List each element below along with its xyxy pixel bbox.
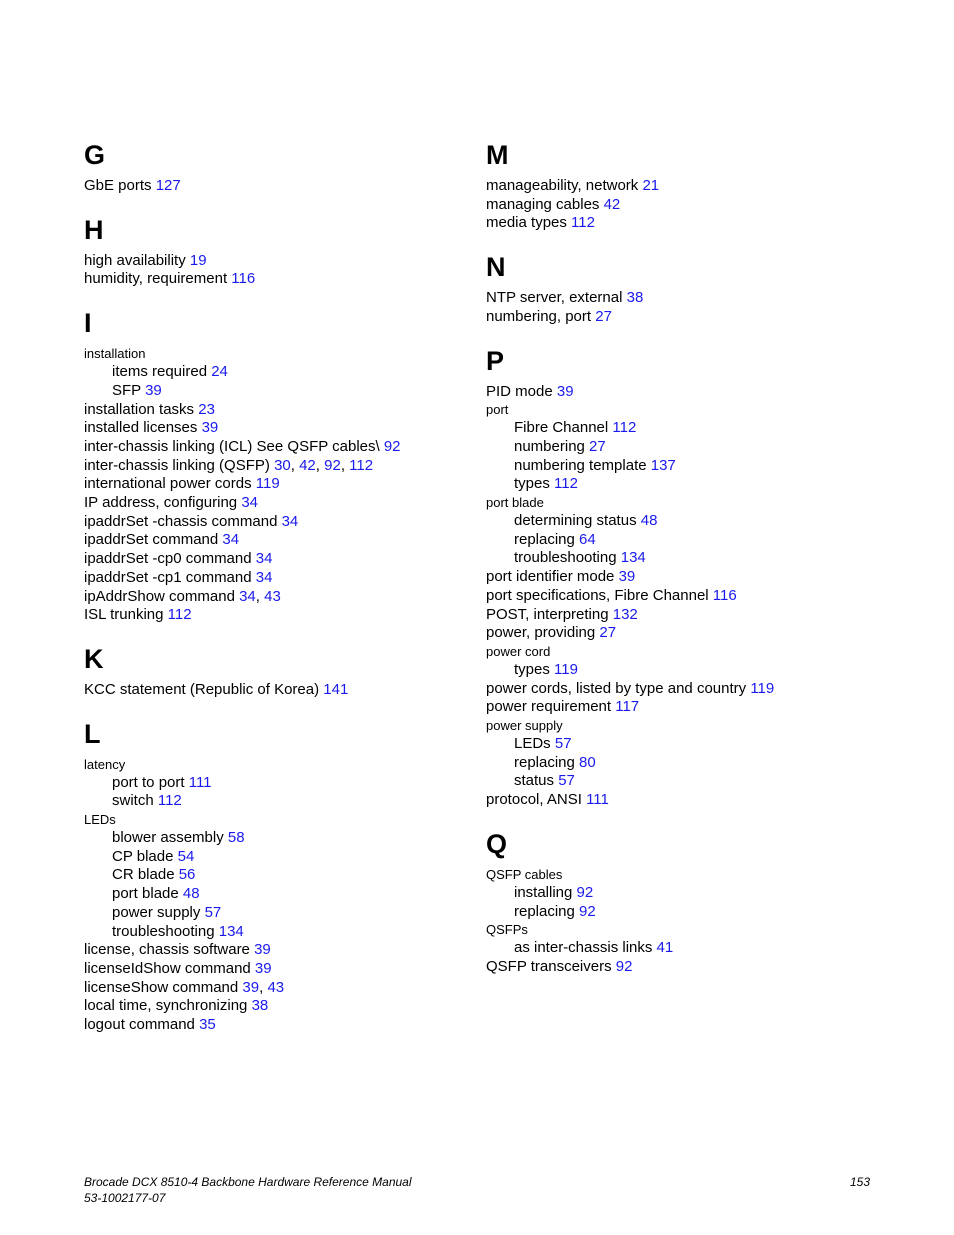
index-subentry	[84, 885, 464, 904]
page-link[interactable]: 41	[656, 939, 674, 957]
page-link[interactable]: 112	[554, 475, 578, 493]
entry-text: replacing	[514, 902, 580, 920]
index-subentry	[84, 923, 464, 942]
entry-text: POST, interpreting	[486, 605, 613, 623]
entry-text: PID mode	[486, 382, 557, 400]
entry-text: humidity, requirement	[84, 270, 232, 288]
page-link[interactable]: 57	[558, 772, 575, 790]
page-link[interactable]: 57	[204, 903, 222, 921]
section-letter: I	[84, 308, 92, 339]
footer-doc-number: 53-1002177-07	[84, 1190, 166, 1205]
entry-text: international power cords	[84, 475, 256, 493]
page-link[interactable]: 58	[227, 829, 245, 847]
entry-text: protocol, ANSI	[486, 791, 587, 809]
page-separator: ,	[259, 978, 268, 996]
footer-manual-title: Brocade DCX 8510-4 Backbone Hardware Reference Manual	[84, 1175, 412, 1189]
index-subentry	[486, 512, 866, 531]
index-entry	[84, 270, 464, 289]
entry-text: port blade	[486, 495, 544, 511]
page-link[interactable]: 117	[615, 698, 640, 716]
index-subentry	[486, 475, 866, 494]
index-entry	[486, 791, 866, 810]
page-separator: ,	[290, 456, 300, 474]
index-entry	[84, 550, 464, 569]
index-entry	[84, 401, 464, 420]
index-entry	[486, 587, 866, 606]
section-gap	[84, 289, 464, 306]
index-section-p	[486, 344, 866, 827]
entry-text: IP address, configuring	[84, 494, 242, 512]
index-entry	[486, 568, 866, 587]
index-heading	[486, 921, 866, 939]
entry-text: ipAddrShow command	[84, 587, 240, 605]
index-section-i	[84, 306, 464, 642]
index-entry	[84, 588, 464, 607]
index-subentry	[486, 735, 866, 754]
index-heading	[84, 756, 464, 774]
index-section-k	[84, 642, 464, 717]
index-entry	[486, 606, 866, 625]
entry-text: types	[514, 475, 555, 493]
page-link[interactable]: 92	[383, 437, 401, 455]
index-heading	[486, 494, 866, 512]
index-entry	[84, 960, 464, 979]
index-section-n	[486, 250, 866, 343]
index-heading	[486, 643, 866, 661]
page-link[interactable]: 56	[178, 866, 196, 884]
entry-text: SFP	[112, 381, 146, 399]
page-link[interactable]: 92	[324, 456, 341, 474]
section-letter: G	[84, 140, 106, 170]
page-link[interactable]: 137	[650, 456, 676, 474]
page-link[interactable]: 21	[642, 177, 660, 194]
entry-text: QSFP cables	[486, 866, 563, 882]
page-link[interactable]: 111	[586, 791, 609, 809]
entry-text: troubleshooting	[514, 549, 621, 567]
page-link[interactable]: 23	[198, 400, 215, 418]
entry-text: numbering	[514, 437, 590, 455]
entry-text: CR blade	[112, 866, 179, 884]
index-section-g	[84, 138, 464, 213]
section-gap	[486, 977, 866, 994]
page-link[interactable]: 112	[571, 214, 595, 232]
section-letter: P	[486, 345, 505, 376]
entry-text: installed licenses	[84, 419, 202, 437]
page-footer	[84, 1175, 870, 1206]
section-gap	[84, 1035, 464, 1052]
entry-text: local time, synchronizing	[84, 997, 252, 1015]
entry-text: license, chassis software	[84, 941, 255, 959]
section-letter: M	[486, 140, 509, 170]
entry-text: power supply	[486, 718, 563, 734]
entry-text: QSFP transceivers	[486, 957, 616, 975]
page-link[interactable]: 141	[323, 680, 349, 698]
entry-text: installing	[514, 883, 577, 901]
entry-text: power cord	[486, 643, 551, 659]
entry-text: LEDs	[84, 812, 116, 828]
index-subentry	[486, 754, 866, 773]
page-link[interactable]: 112	[167, 606, 192, 624]
index-subentry	[486, 549, 866, 568]
index-subentry	[84, 904, 464, 923]
entry-text: power requirement	[486, 698, 616, 716]
index-section-l	[84, 717, 464, 1052]
index-entry	[486, 624, 866, 643]
entry-text: licenseShow command	[84, 978, 243, 996]
entry-text: status	[514, 772, 559, 790]
index-heading	[486, 866, 866, 884]
page-link[interactable]: 39	[556, 382, 574, 400]
page-link[interactable]: 134	[620, 549, 646, 567]
entry-text: troubleshooting	[112, 922, 219, 940]
entry-text: switch	[112, 792, 158, 810]
page-link[interactable]: 34	[255, 550, 273, 568]
section-letter: H	[84, 214, 104, 245]
index-section-q	[486, 827, 866, 994]
index-entry	[84, 513, 464, 532]
index-entry	[486, 214, 866, 233]
page-link[interactable]: 80	[579, 753, 596, 771]
entry-text: installation	[84, 346, 146, 362]
page-link[interactable]: 42	[299, 456, 316, 474]
section-letter: K	[84, 643, 104, 674]
index-entry	[84, 252, 464, 271]
index-entry	[486, 680, 866, 699]
entry-text: numbering template	[514, 456, 651, 474]
entry-text: CP blade	[112, 847, 178, 865]
entry-text: manageability, network	[486, 177, 643, 194]
index-section-h	[84, 213, 464, 306]
index-entry	[486, 958, 866, 977]
entry-text: blower assembly	[112, 829, 228, 847]
page-link[interactable]: 24	[211, 363, 228, 381]
page-link[interactable]: 34	[222, 531, 240, 549]
page-link[interactable]: 43	[264, 587, 281, 605]
entry-text: LEDs	[514, 735, 555, 753]
index-entry	[486, 383, 866, 402]
index-subentry	[486, 939, 866, 958]
page-link[interactable]: 112	[349, 456, 374, 474]
entry-text: QSFPs	[486, 922, 528, 938]
page-link[interactable]: 116	[712, 586, 737, 604]
index-entry	[84, 531, 464, 550]
page-link[interactable]: 92	[576, 883, 594, 901]
entry-text: power supply	[112, 903, 205, 921]
page-link[interactable]: 34	[239, 587, 256, 605]
entry-text: licenseIdShow command	[84, 959, 255, 977]
entry-text: logout command	[84, 1016, 200, 1034]
page-link[interactable]: 39	[201, 419, 219, 437]
index-subentry	[84, 774, 464, 793]
index-subentry	[486, 772, 866, 791]
page-link[interactable]: 39	[145, 381, 162, 399]
page-link[interactable]: 34	[281, 512, 299, 530]
entry-text: as inter-chassis links	[514, 939, 657, 957]
index-entry	[486, 698, 866, 717]
entry-text: ipaddrSet -chassis command	[84, 512, 282, 530]
entry-text: KCC statement (Republic of Korea)	[84, 680, 324, 698]
entry-text: numbering, port	[486, 307, 596, 325]
page-separator: ,	[340, 456, 350, 474]
section-gap	[84, 625, 464, 642]
index-subentry	[84, 848, 464, 867]
index-entry	[84, 569, 464, 588]
page-link[interactable]: 35	[199, 1016, 216, 1034]
index-entry	[84, 979, 464, 998]
index-subentry	[486, 457, 866, 476]
entry-text: items required	[112, 363, 212, 381]
entry-text: port	[486, 402, 509, 418]
index-entry	[84, 419, 464, 438]
index-column-right	[486, 138, 866, 994]
section-gap	[84, 196, 464, 213]
index-entry	[486, 177, 866, 196]
index-entry	[84, 494, 464, 513]
index-heading	[84, 345, 464, 363]
page-link[interactable]: 116	[231, 270, 256, 288]
index-subentry	[486, 661, 866, 680]
page-link[interactable]: 119	[554, 660, 578, 678]
index-subentry	[84, 829, 464, 848]
page-link[interactable]: 19	[189, 251, 207, 269]
index-subentry	[486, 884, 866, 903]
entry-text: media types	[486, 214, 572, 232]
page-link[interactable]: 39	[254, 941, 271, 959]
index-entry	[84, 475, 464, 494]
page-link[interactable]: 48	[182, 885, 200, 903]
page-link[interactable]: 112	[612, 419, 637, 437]
page-link[interactable]: 119	[750, 679, 775, 697]
section-gap	[84, 700, 464, 717]
section-letter: N	[486, 252, 506, 283]
index-entry	[84, 177, 464, 196]
page-link[interactable]: 92	[579, 902, 596, 920]
entry-text: high availability	[84, 251, 190, 269]
page-link[interactable]: 27	[595, 307, 612, 325]
index-entry	[84, 941, 464, 960]
entry-text: ipaddrSet -cp0 command	[84, 550, 256, 568]
page-link[interactable]: 34	[241, 494, 259, 512]
entry-text: managing cables	[486, 195, 604, 213]
page-link[interactable]: 27	[589, 437, 606, 455]
entry-text: Fibre Channel	[514, 419, 613, 437]
page-link[interactable]: 39	[242, 978, 260, 996]
entry-text: replacing	[514, 530, 580, 548]
page-link[interactable]: 48	[640, 512, 658, 530]
entry-text: NTP server, external	[486, 289, 627, 307]
index-heading	[486, 401, 866, 419]
entry-text: latency	[84, 756, 126, 772]
page-link[interactable]: 39	[254, 959, 272, 977]
page-link[interactable]: 119	[255, 475, 280, 493]
page-link[interactable]: 111	[188, 773, 212, 791]
index-subentry	[486, 419, 866, 438]
footer-page-number: 153	[849, 1175, 870, 1189]
index-entry	[486, 196, 866, 215]
index-subentry	[84, 866, 464, 885]
index-entry	[84, 1016, 464, 1035]
index-column-left	[84, 138, 464, 1052]
entry-text: ISL trunking	[84, 606, 168, 624]
page-link[interactable]: 64	[579, 530, 596, 548]
index-subentry	[84, 363, 464, 382]
page-separator: ,	[255, 587, 265, 605]
page-link[interactable]: 39	[618, 568, 636, 586]
index-entry	[84, 681, 464, 700]
index-subentry	[486, 531, 866, 550]
entry-text: GbE ports	[84, 177, 156, 194]
entry-text: inter-chassis linking (QSFP)	[84, 456, 275, 474]
index-heading	[84, 811, 464, 829]
page-link[interactable]: 132	[612, 605, 638, 623]
page-link[interactable]: 38	[251, 997, 269, 1015]
section-gap	[486, 233, 866, 250]
index-subentry	[84, 792, 464, 811]
index-subentry	[84, 382, 464, 401]
index-entry	[84, 997, 464, 1016]
page-link[interactable]: 112	[157, 792, 182, 810]
entry-text: installation tasks	[84, 400, 199, 418]
index-subentry	[486, 903, 866, 922]
entry-text: power, providing	[486, 624, 600, 642]
index-entry	[486, 308, 866, 327]
page-separator: ,	[315, 456, 325, 474]
section-gap	[486, 810, 866, 827]
index-heading	[486, 717, 866, 735]
index-entry	[486, 289, 866, 308]
section-letter: Q	[486, 828, 508, 859]
page-link[interactable]: 30	[274, 456, 291, 474]
page-link[interactable]: 34	[255, 568, 273, 586]
entry-text: port identifier mode	[486, 568, 619, 586]
index-entry	[84, 457, 464, 476]
page-link[interactable]: 42	[603, 195, 621, 213]
entry-text: port specifications, Fibre Channel	[486, 586, 713, 604]
entry-text: determining status	[514, 512, 641, 530]
entry-text: ipaddrSet command	[84, 531, 223, 549]
entry-text: inter-chassis linking (ICL) See QSFP cables\	[84, 437, 384, 455]
entry-text: replacing	[514, 753, 580, 771]
index-subentry	[486, 438, 866, 457]
entry-text: ipaddrSet -cp1 command	[84, 568, 256, 586]
page-link[interactable]: 27	[599, 624, 617, 642]
entry-text: port to port	[112, 773, 189, 791]
section-letter: L	[84, 718, 101, 749]
index-entry	[84, 606, 464, 625]
entry-text: types	[514, 660, 555, 678]
page-link[interactable]: 134	[218, 922, 244, 940]
entry-text: power cords, listed by type and country	[486, 679, 751, 697]
page-link[interactable]: 127	[155, 177, 181, 194]
page-link[interactable]: 43	[267, 978, 285, 996]
page-link[interactable]: 92	[615, 957, 633, 975]
page-link[interactable]: 57	[554, 735, 572, 753]
index-section-m	[486, 138, 866, 250]
entry-text: port blade	[112, 885, 183, 903]
index-entry	[84, 438, 464, 457]
page-link[interactable]: 38	[626, 289, 644, 307]
page-link[interactable]: 54	[177, 847, 195, 865]
section-gap	[486, 327, 866, 344]
